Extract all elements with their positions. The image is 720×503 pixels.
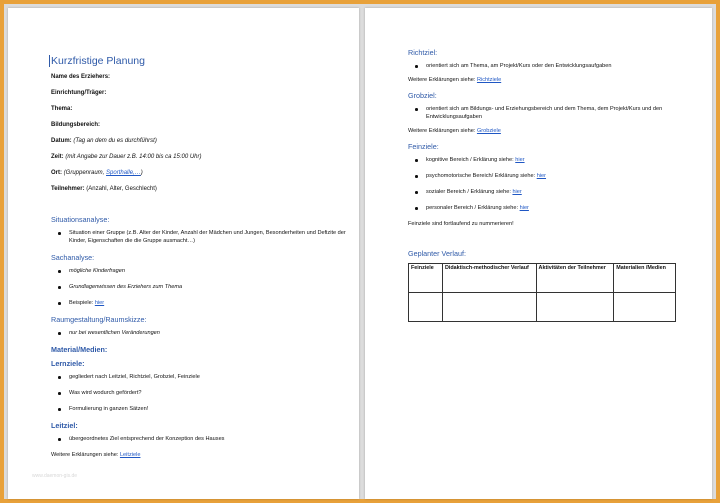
richtziel-more: Weitere Erklärungen siehe: Richtziele xyxy=(408,77,502,83)
list-item: nur bei wesentlichen Veränderungen xyxy=(51,329,351,337)
list-item: Beispiele: hier xyxy=(51,299,351,307)
page-1-content xyxy=(51,55,351,466)
list-lernziele xyxy=(51,373,351,413)
list-item: sozialer Bereich / Erklärung siehe: hier xyxy=(408,188,698,196)
page-1 xyxy=(8,8,359,499)
field-datum: Datum: (Tag an dem du es durchführst) xyxy=(51,138,157,144)
verlauf-table xyxy=(408,263,676,322)
heading-material: Material/Medien: xyxy=(51,345,108,354)
page-2-content xyxy=(408,48,698,322)
page-2 xyxy=(365,8,712,499)
list-grobziel xyxy=(408,105,698,121)
heading-feinziele: Feinziele: xyxy=(408,142,439,151)
table-row xyxy=(409,293,676,322)
column-header: Aktivitäten der Teilnehmer xyxy=(536,264,614,293)
list-item: psychomotorische Bereich/ Erklärung siehe: hier xyxy=(408,172,698,180)
link-kognitiv[interactable]: hier xyxy=(515,157,525,163)
link-beispiele[interactable]: hier xyxy=(94,300,105,306)
column-header: Materialien /Medien xyxy=(614,264,676,293)
list-sachanalyse xyxy=(51,267,351,307)
list-item: Situation einer Gruppe (z.B. Alter der Kinder, Anzahl der Mädchen und Jungen, Besonderheiten und Defizite der Kinder, Eigenschaften die die Gruppe ausmacht…) xyxy=(51,229,351,245)
list-item: Grundlagenwissen des Erziehers zum Thema xyxy=(51,283,351,291)
table-cell xyxy=(409,293,443,322)
field-thema: Thema: xyxy=(51,106,73,112)
list-feinziele xyxy=(408,156,698,212)
heading-geplanter-verlauf: Geplanter Verlauf: xyxy=(408,249,466,258)
table-cell xyxy=(614,293,676,322)
link-sporthalle[interactable]: Sporthalle,… xyxy=(106,170,141,176)
link-personal[interactable]: hier xyxy=(519,205,529,211)
document-title: Kurzfristige Planung xyxy=(49,55,351,67)
field-teilnehmer: Teilnehmer: (Anzahl, Alter, Geschlecht) xyxy=(51,186,157,192)
list-item: mögliche Kinderfragen xyxy=(51,267,351,275)
list-item: orientiert sich am Bildungs- und Erziehungsbereich und dem Thema, dem Projekt/Kurs und den Entwicklungsaufgaben xyxy=(408,105,698,121)
field-ort: Ort: (Gruppenraum, Sporthalle,…) xyxy=(51,170,143,176)
table-cell xyxy=(442,293,536,322)
list-item: Was wird wodurch gefördert? xyxy=(51,389,351,397)
column-header: Feinziele xyxy=(409,264,443,293)
field-einrichtung: Einrichtung/Träger: xyxy=(51,90,107,96)
link-richtziele[interactable]: Richtziele xyxy=(476,77,502,83)
heading-leitziel: Leitziel: xyxy=(51,421,78,430)
heading-richtziel: Richtziel: xyxy=(408,48,438,57)
list-item: gegliedert nach Leitziel, Richtziel, Grobziel, Feinziele xyxy=(51,373,351,381)
document-viewer xyxy=(4,4,716,499)
link-sozial[interactable]: hier xyxy=(512,189,522,195)
list-item: kognitive Bereich / Erklärung siehe: hier xyxy=(408,156,698,164)
field-bildungsbereich: Bildungsbereich: xyxy=(51,122,101,128)
watermark: www.daemon-gis.de xyxy=(32,473,78,479)
heading-raumgestaltung: Raumgestaltung/Raumskizze: xyxy=(51,315,147,324)
column-header: Didaktisch-methodischer Verlauf xyxy=(442,264,536,293)
field-name: Name des Erziehers: xyxy=(51,74,111,80)
list-item: übergeordnetes Ziel entsprechend der Konzeption des Hauses xyxy=(51,435,351,443)
list-item: personaler Bereich / Erklärung siehe: hier xyxy=(408,204,698,212)
list-richtziel xyxy=(408,62,698,70)
list-item: orientiert sich am Thema, am Projekt/Kurs oder den Entwicklungsaufgaben xyxy=(408,62,698,70)
list-raumgestaltung xyxy=(51,329,351,337)
table-header-row xyxy=(409,264,676,293)
link-psychomotorisch[interactable]: hier xyxy=(536,173,547,179)
list-leitziel xyxy=(51,435,351,443)
link-leitziele[interactable]: Leitziele xyxy=(119,452,141,458)
heading-situationsanalyse: Situationsanalyse: xyxy=(51,215,110,224)
grobziel-more: Weitere Erklärungen siehe: Grobziele xyxy=(408,128,501,134)
list-situationsanalyse xyxy=(51,229,351,245)
heading-lernziele: Lernziele: xyxy=(51,359,85,368)
list-item: Formulierung in ganzen Sätzen! xyxy=(51,405,351,413)
leitziel-more: Weitere Erklärungen siehe: Leitziele xyxy=(51,452,141,458)
field-zeit: Zeit: (mit Angabe zur Dauer z.B. 14:00 bis ca 15:00 Uhr) xyxy=(51,154,202,160)
heading-sachanalyse: Sachanalyse: xyxy=(51,253,95,262)
feinziele-note: Feinziele sind fortlaufend zu nummerieren! xyxy=(408,221,514,227)
link-grobziele[interactable]: Grobziele xyxy=(476,128,501,134)
heading-grobziel: Grobziel: xyxy=(408,91,437,100)
table-cell xyxy=(536,293,614,322)
